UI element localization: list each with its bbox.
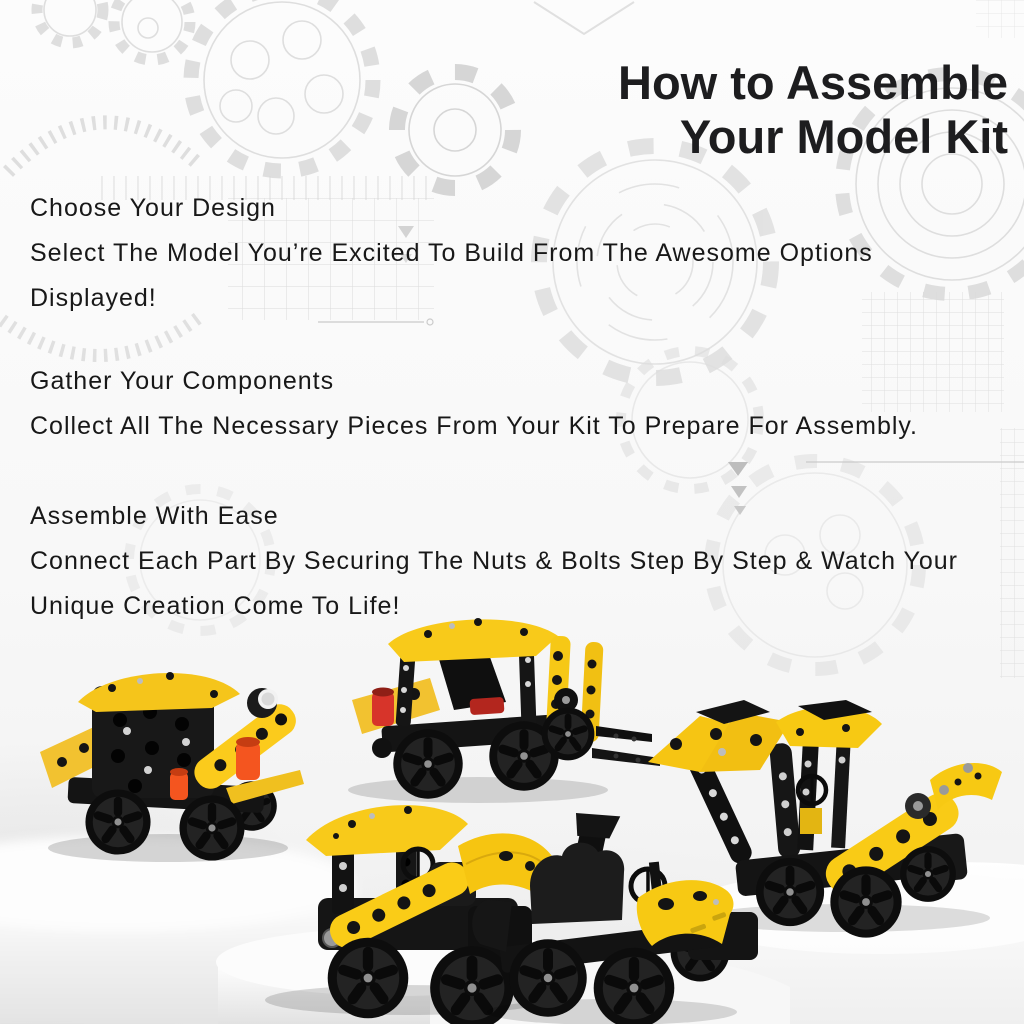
step-heading: Gather Your Components [30,367,335,395]
model-crane-truck [40,672,304,862]
wheel [85,789,150,854]
wheel [509,939,587,1017]
model-forklift [348,618,660,803]
step-assemble [30,494,958,629]
wheel [328,938,409,1019]
wheel [179,795,244,860]
wheel [393,729,462,798]
step-choose-design [30,186,873,321]
title-line-1: How to Assemble [618,56,1008,109]
page-title [618,56,1008,164]
step-line: Unique Creation Come To Life! [30,592,401,620]
wheel [830,866,901,937]
step-line: Displayed! [30,284,157,312]
wheel [900,846,956,902]
frame-arm [769,742,801,858]
wheel [756,858,824,926]
step-heading: Assemble With Ease [30,502,279,530]
title-line-2: Your Model Kit [679,110,1008,163]
step-line: Select The Model You’re Excited To Build From The Awesome Options [30,239,873,267]
fork-prong [596,726,652,742]
step-line: Connect Each Part By Securing The Nuts & Bolts Step By Step & Watch Your [30,547,959,575]
step-gather-components [30,359,918,449]
fork-prong [592,748,660,766]
wheel [542,708,595,761]
step-heading: Choose Your Design [30,194,276,222]
step-line: Collect All The Necessary Pieces From Your Kit To Prepare For Assembly. [30,412,919,440]
